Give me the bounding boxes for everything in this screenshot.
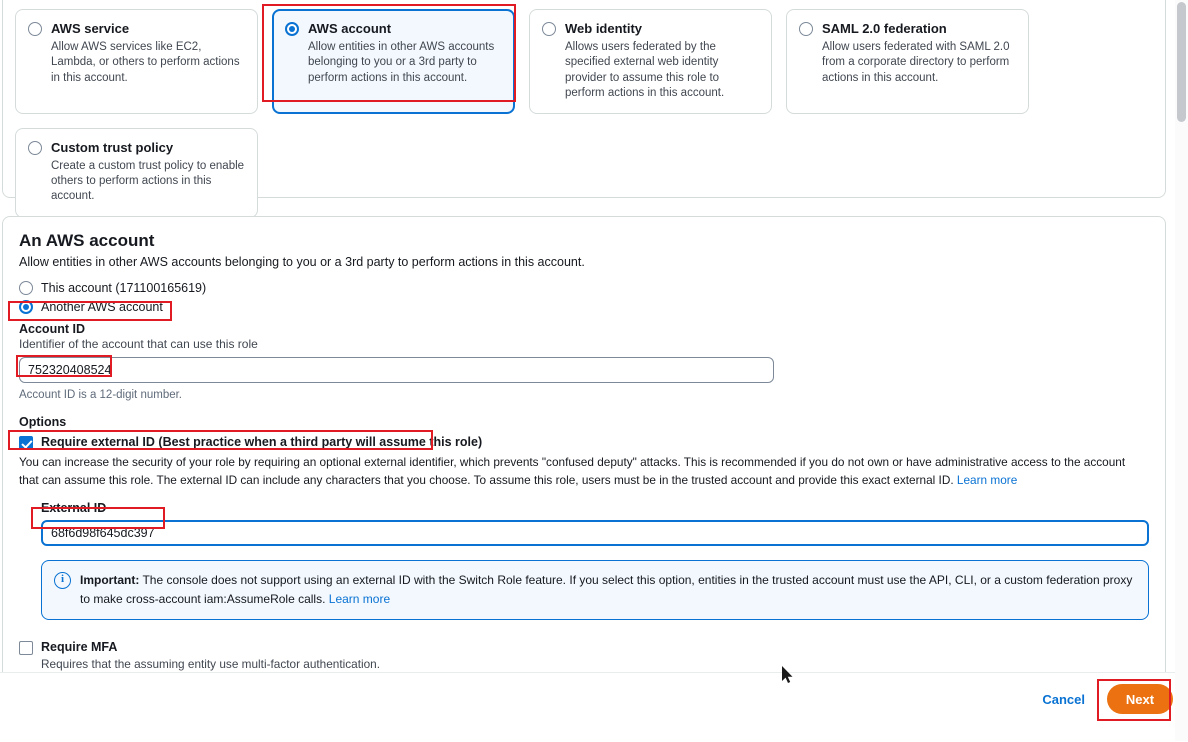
require-mfa-label[interactable]: Require MFA xyxy=(41,639,118,654)
account-id-hint: Account ID is a 12-digit number. xyxy=(19,389,182,401)
trust-card-aws-service[interactable] xyxy=(15,9,258,114)
option-another-aws-account[interactable] xyxy=(19,300,1149,314)
account-id-description: Identifier of the account that can use this role xyxy=(19,337,258,351)
radio-aws-service[interactable] xyxy=(28,22,42,36)
external-id-paragraph-text: You can increase the security of your role by requiring an optional external identifier, which prevents "confused deputy" attacks. This is recommended if you do not own or have administrative access to the account that can assume this role. The external ID can include any characters that you choose. To assume this role, users must be in the trusted account and provide this exact external ID. xyxy=(19,455,1126,487)
aws-account-details-panel xyxy=(2,216,1166,700)
trust-card-saml-federation[interactable] xyxy=(786,9,1029,114)
external-id-paragraph xyxy=(19,454,1144,489)
account-id-label: Account ID xyxy=(19,322,85,336)
scrollbar-track[interactable] xyxy=(1175,0,1188,741)
require-mfa-row[interactable] xyxy=(19,640,1149,655)
external-id-field-block xyxy=(41,501,1149,546)
page-title: An AWS account xyxy=(19,231,155,250)
external-id-label: External ID xyxy=(41,501,107,516)
radio-web-identity[interactable] xyxy=(542,22,556,36)
require-external-id-checkbox[interactable] xyxy=(19,436,33,450)
radio-saml-federation[interactable] xyxy=(799,22,813,36)
require-external-id-row[interactable] xyxy=(19,435,1149,450)
radio-this-account[interactable] xyxy=(19,281,33,295)
require-mfa-description: Requires that the assuming entity use multi-factor authentication. xyxy=(41,656,381,671)
cancel-button[interactable]: Cancel xyxy=(1036,691,1091,708)
alert-bold-prefix: Important: xyxy=(80,573,140,588)
radio-another-aws-account[interactable] xyxy=(19,300,33,314)
external-id-input[interactable] xyxy=(41,520,1149,546)
require-external-id-label[interactable]: Require external ID (Best practice when a third party will assume this role) xyxy=(41,435,483,449)
alert-text: The console does not support using an external ID with the Switch Role feature. If you select this option, entities in the trusted account must use the API, CLI, or a custom federation proxy to make cross-account iam:AssumeRole calls. xyxy=(80,573,1133,606)
option-this-account[interactable] xyxy=(19,281,1149,295)
next-button[interactable]: Next xyxy=(1107,684,1173,714)
scrollbar-thumb[interactable] xyxy=(1177,2,1186,122)
trust-card-description: Allow AWS services like EC2, Lambda, or others to perform actions in this account. xyxy=(51,41,240,84)
trust-card-aws-account[interactable] xyxy=(272,9,515,114)
trust-entity-card-grid xyxy=(15,9,1153,218)
trust-card-description: Allows users federated by the specified external web identity provider to assume this role to perform actions in this account. xyxy=(565,41,725,99)
option-this-account-label[interactable]: This account (171100165619) xyxy=(41,281,207,295)
page-subtitle: Allow entities in other AWS accounts belonging to you or a 3rd party to perform actions in this account. xyxy=(19,255,585,269)
trust-card-web-identity[interactable] xyxy=(529,9,772,114)
trust-card-description: Allow users federated with SAML 2.0 from a corporate directory to perform actions in this account. xyxy=(822,41,1010,84)
trust-card-title: AWS service xyxy=(51,21,130,36)
account-id-input[interactable] xyxy=(19,357,774,383)
trust-card-title: SAML 2.0 federation xyxy=(822,21,947,36)
trust-card-custom-trust-policy[interactable] xyxy=(15,128,258,218)
info-icon: i xyxy=(54,572,71,589)
radio-aws-account[interactable] xyxy=(285,22,299,36)
trust-entity-type-panel xyxy=(2,0,1166,203)
external-id-learn-more-link[interactable]: Learn more xyxy=(956,472,1018,487)
require-mfa-checkbox[interactable] xyxy=(19,641,33,655)
option-another-aws-account-label[interactable]: Another AWS account xyxy=(41,300,163,314)
trust-card-title: Custom trust policy xyxy=(51,139,174,155)
wizard-footer xyxy=(0,672,1188,742)
radio-custom-trust-policy[interactable] xyxy=(28,141,42,155)
trust-card-description: Create a custom trust policy to enable others to perform actions in this account. xyxy=(51,160,245,203)
options-heading: Options xyxy=(19,415,67,429)
alert-learn-more-link[interactable]: Learn more xyxy=(328,591,391,606)
external-id-info-alert xyxy=(41,560,1149,619)
trust-card-description: Allow entities in other AWS accounts belonging to you or a 3rd party to perform actions in this account. xyxy=(308,41,495,84)
trust-card-title: AWS account xyxy=(308,21,392,36)
trust-card-title: Web identity xyxy=(565,21,643,36)
